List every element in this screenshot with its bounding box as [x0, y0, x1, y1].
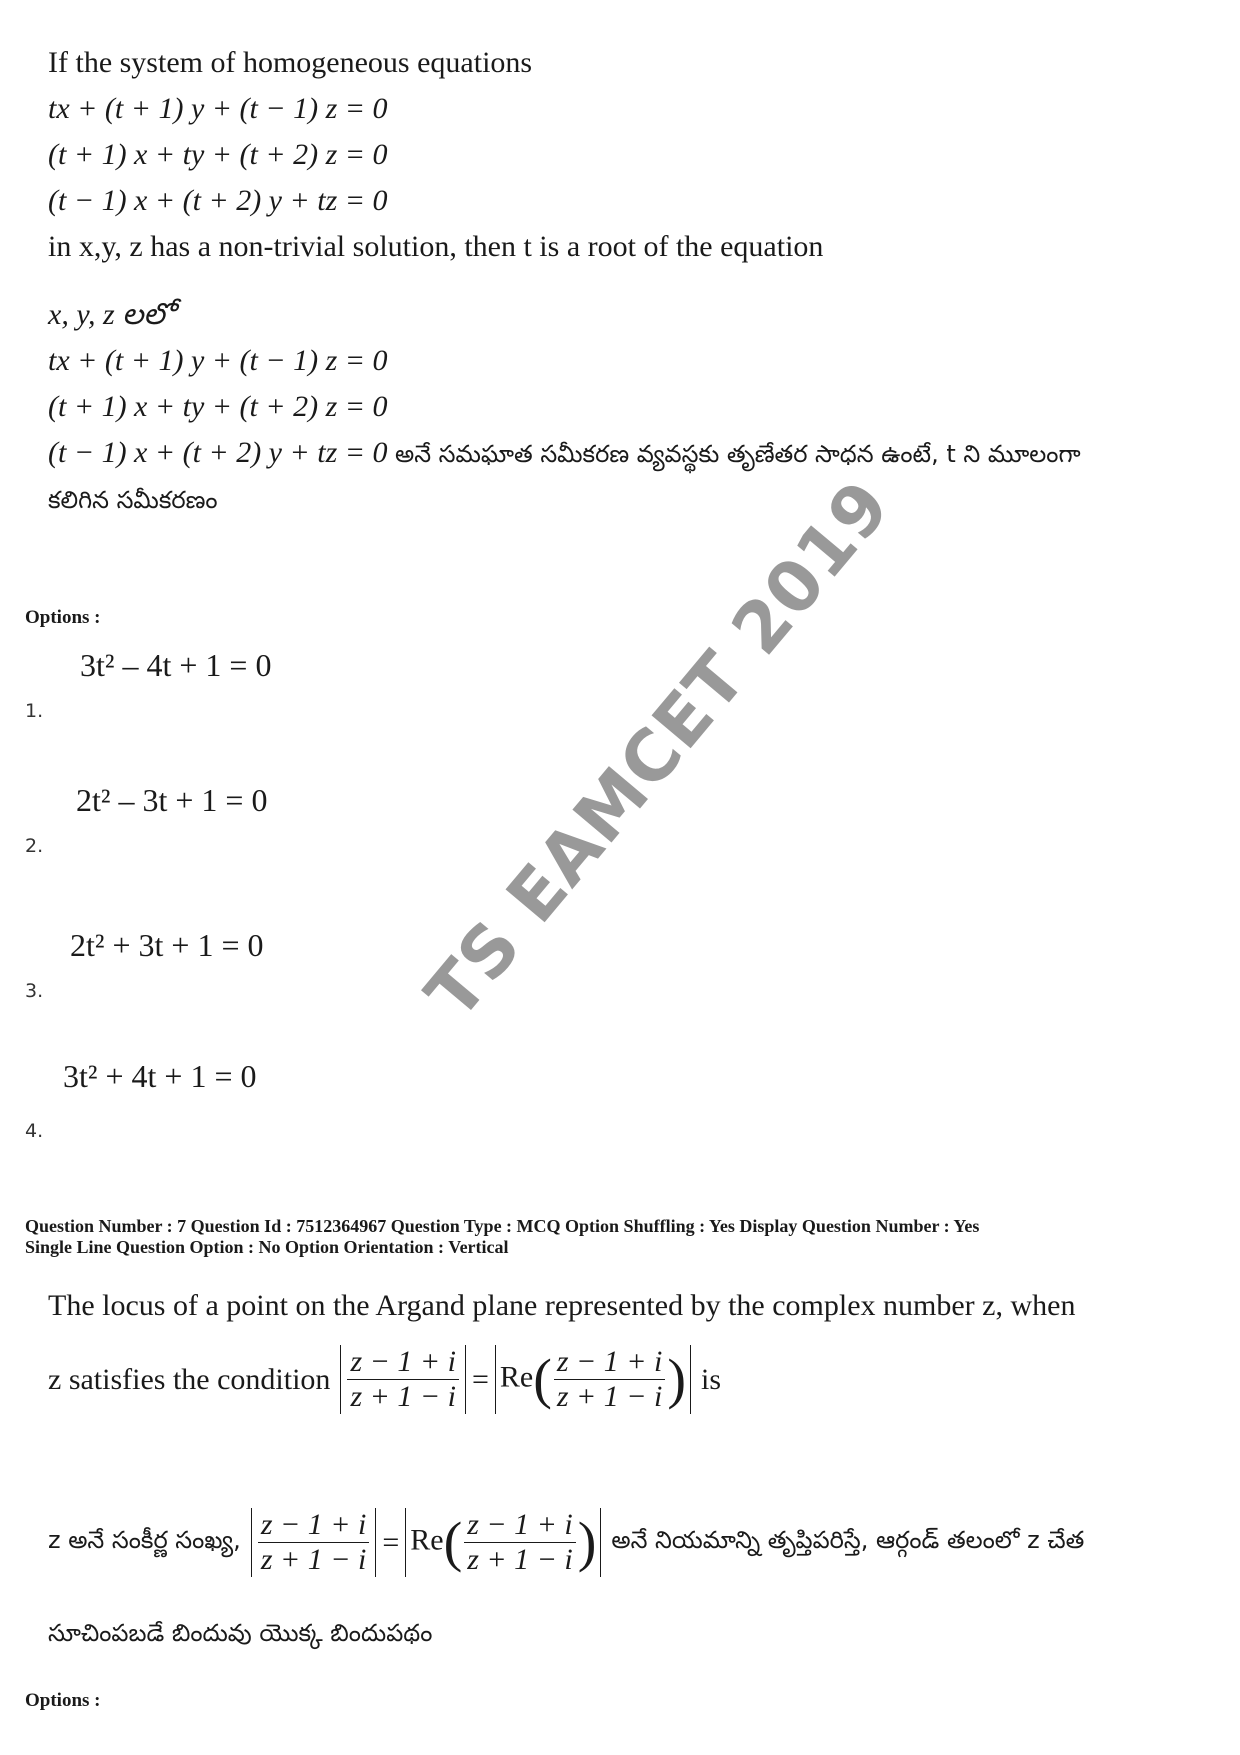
q7-meta-line-2: Single Line Question Option : No Option Orientation : Vertical	[25, 1237, 509, 1257]
q7-condition-prefix: z satisfies the condition	[48, 1362, 331, 1396]
option-3-expression: 2t² + 3t + 1 = 0	[70, 927, 264, 963]
q7-frac-left-num: z − 1 + i	[347, 1345, 459, 1380]
q7-condition-suffix: is	[701, 1362, 722, 1396]
option-3-number[interactable]: 3.	[25, 980, 44, 1002]
q6-telugu-line-3	[48, 430, 1081, 477]
q6-telugu-lead: x, y, z లలో	[48, 298, 175, 331]
q7-condition-row	[48, 1345, 721, 1414]
q7-meta-line-1: Question Number : 7 Question Id : 7512364967 Question Type : MCQ Option Shuffling : Yes Display Question Number : Yes	[25, 1216, 980, 1236]
q7-frac-right-den: z + 1 − i	[556, 1380, 663, 1413]
q6-equation-3: (t − 1) x + (t + 2) y + tz = 0	[48, 184, 388, 217]
q6-telugu-equation-2: (t + 1) x + ty + (t + 2) z = 0	[48, 390, 388, 423]
option-2-number[interactable]: 2.	[25, 835, 44, 857]
option-1-number[interactable]: 1.	[25, 700, 44, 722]
q7-telugu-fraction-right	[464, 1508, 576, 1577]
q6-telugu-equation-1: tx + (t + 1) y + (t − 1) z = 0	[48, 344, 388, 377]
q7-stem-line-1: The locus of a point on the Argand plane represented by the complex number z, when	[48, 1289, 1076, 1322]
q7-frac-left-den: z + 1 − i	[350, 1380, 456, 1413]
q7-fraction-left	[347, 1345, 459, 1414]
q7-telugu-frac-left-den: z + 1 − i	[260, 1543, 367, 1576]
option-4-number[interactable]: 4.	[25, 1120, 44, 1142]
q6-telugu-stem	[48, 292, 1081, 523]
q7-abs-left	[340, 1345, 466, 1414]
q7-telugu-tail: సూచింపబడే బిందువు యొక్క బిందుపథం	[48, 1619, 433, 1647]
q7-telugu-abs-right: Re( $\frac{z - 1 + i}{z + 1 - i}$ )	[405, 1508, 601, 1577]
q6-equation-1: tx + (t + 1) y + (t − 1) z = 0	[48, 92, 388, 125]
q7-telugu-frac-right-den: z + 1 − i	[467, 1543, 573, 1576]
q7-telugu-frac-right-num: z − 1 + i	[464, 1508, 576, 1543]
q7-equals: =	[471, 1362, 489, 1396]
q7-re-label: Re	[499, 1360, 534, 1394]
q7-telugu-re-label: Re	[410, 1523, 444, 1557]
watermark: TS EAMCET 2019	[410, 464, 907, 1035]
q7-telugu-equals: =	[382, 1525, 400, 1559]
option-4-expression: 3t² + 4t + 1 = 0	[63, 1058, 257, 1094]
q7-telugu-suffix: అనే నియమాన్ని తృప్తిపరిస్తే, ఆర్గండ్ తలంలో z చేత	[611, 1525, 1085, 1554]
q7-telugu-condition-row	[48, 1508, 1084, 1577]
q6-telugu-equation-3: (t − 1) x + (t + 2) y + tz = 0	[48, 436, 388, 469]
q7-telugu-abs-left	[251, 1508, 377, 1577]
option-2-expression: 2t² – 3t + 1 = 0	[76, 782, 268, 818]
option-1-expression: 3t² – 4t + 1 = 0	[80, 647, 272, 683]
q6-outro: in x,y, z has a non-trivial solution, then t is a root of the equation	[48, 230, 824, 263]
q7-abs-right: Re( $\frac{z - 1 + i}{z + 1 - i}$ )	[495, 1345, 691, 1414]
q7-telugu-fraction-left	[258, 1508, 370, 1577]
q6-telugu-tail: కలిగిన సమీకరణం	[48, 486, 218, 514]
q7-telugu-frac-left-num: z − 1 + i	[258, 1508, 370, 1543]
q6-equation-2: (t + 1) x + ty + (t + 2) z = 0	[48, 138, 388, 171]
q7-options-label: Options :	[25, 1690, 101, 1711]
q7-telugu-prefix: z అనే సంకీర్ణ సంఖ్య,	[48, 1525, 241, 1554]
q7-fraction-right	[554, 1345, 666, 1414]
q7-frac-right-num: z − 1 + i	[554, 1345, 666, 1380]
q6-options-label: Options :	[25, 607, 101, 628]
q6-english-stem	[48, 40, 823, 270]
q6-telugu-rest: అనే సమఘాత సమీకరణ వ్యవస్థకు తృణేతర సాధన ఉంటే, t ని మూలంగా	[395, 440, 1081, 468]
q6-intro: If the system of homogeneous equations	[48, 46, 533, 79]
